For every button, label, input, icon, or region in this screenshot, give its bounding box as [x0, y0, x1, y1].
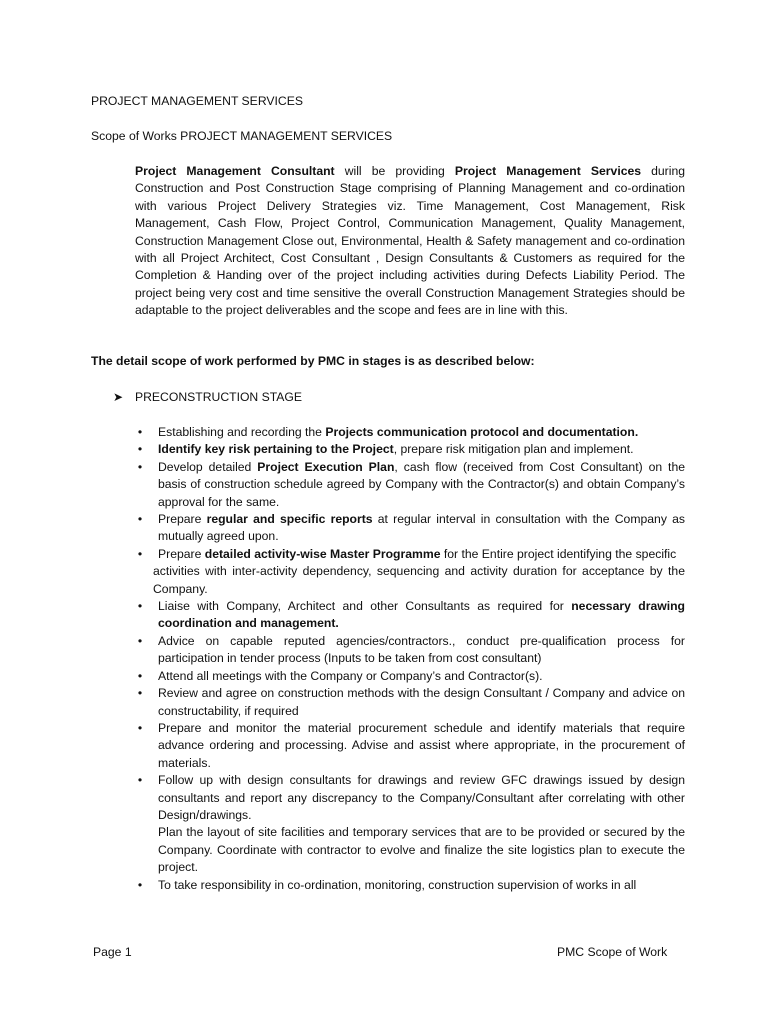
item-text: , prepare risk mitigation plan and implement.: [393, 442, 634, 457]
stage-heading: [113, 389, 302, 406]
list-item: [137, 511, 685, 546]
detail-heading: The detail scope of work performed by PMC in stages is as described below:: [91, 354, 535, 368]
item-text: Establishing and recording the: [158, 425, 326, 439]
item-bold: necessary drawing coordination and management.: [158, 599, 685, 631]
list-item: [137, 877, 685, 894]
item-text: To take responsibility in co-ordination, monitoring, construction supervision of works in all: [158, 877, 637, 892]
list-item: [137, 424, 685, 441]
bullet-icon: •: [137, 599, 143, 614]
stage-heading-label: PRECONSTRUCTION STAGE: [135, 390, 303, 404]
intro-text-1: will be providing: [334, 164, 455, 178]
item-text: , cash flow (received from Cost Consultant) on the basis of construction schedule agreed by Company with the Contractor(s) and obtain Company’s approval for the same.: [158, 459, 685, 509]
item-text: Advice on capable reputed agencies/contractors., conduct pre-qualification process for participation in tender process (Inputs to be taken from cost consultant): [158, 633, 685, 666]
intro-text-2: during Construction and Post Construction Stage comprising of Planning Management and co-ordination with various Project Delivery Strategies viz. Time Management, Cost Management, Risk Management, Cash Flow, Project Control, Communication Management, Quality Management, Construction Management Close out, Environmental, Health & Safety management and co-ordination with all Project Architect, Cost Consultant , Design Consultants & Customers as required for the Completion & Handing over of the project including activities during Defects Liability Period. The project being very cost and time sensitive the overall Construction Management Strategies should be adaptable to the project deliverables and the scope and fees are in line with this.: [135, 164, 686, 318]
bullet-icon: •: [137, 442, 143, 457]
document-title: PROJECT MANAGEMENT SERVICES: [91, 94, 303, 108]
item-text: Prepare and monitor the material procurement schedule and identify materials that require advance ordering and processing. Advise and assist where appropriate, in the procurement of materials.: [158, 720, 685, 770]
item-text: for the Entire project identifying the specific: [440, 546, 677, 561]
bullet-icon: •: [137, 686, 143, 701]
arrow-bullet-icon: ➤: [113, 390, 124, 404]
item-bold: regular and specific reports: [206, 512, 373, 527]
list-item: [137, 459, 685, 511]
item-text: Review and agree on construction methods with the design Consultant / Company and advice on constructability, if required: [158, 686, 685, 718]
footer-doc-title: PMC Scope of Work: [557, 945, 668, 959]
bullet-icon: •: [137, 720, 143, 735]
list-item: [137, 441, 685, 458]
item-text: Develop detailed: [158, 459, 258, 474]
item-bold: Project Execution Plan: [257, 459, 395, 474]
bullet-icon: •: [137, 773, 143, 788]
bullet-icon: •: [137, 512, 143, 527]
intro-bold-2: Project Management Services: [454, 164, 642, 178]
intro-bold-1: Project Management Consultant: [135, 164, 335, 178]
bullet-icon: •: [137, 668, 143, 683]
bullet-icon: •: [137, 459, 143, 474]
list-item: [137, 598, 685, 633]
document-subtitle: Scope of Works PROJECT MANAGEMENT SERVICES: [91, 129, 393, 143]
list-item: [137, 720, 685, 772]
item-text: Attend all meetings with the Company or Company’s and Contractor(s).: [158, 668, 543, 683]
list-item: [137, 633, 685, 668]
list-item: [137, 685, 685, 720]
bullet-icon: •: [137, 633, 143, 648]
list-item-continuation: Plan the layout of site facilities and temporary services that are to be provided or secured by the Company. Coordinate with contractor to evolve and finalize the site logistics plan to execute the project.: [158, 825, 685, 875]
list-item-continuation: activities with inter-activity dependency, sequencing and activity duration for acceptance by the Company.: [153, 564, 685, 596]
item-bold: Projects communication protocol and documentation.: [325, 425, 639, 439]
bullet-list: [137, 424, 685, 894]
item-text: Prepare: [158, 546, 205, 561]
bullet-icon: •: [137, 877, 143, 892]
item-text: at regular interval in consultation with the Company as mutually agreed upon.: [158, 512, 685, 544]
item-text: Liaise with Company, Architect and other Consultants as required for: [158, 599, 572, 614]
intro-paragraph: [135, 163, 685, 320]
list-item: [137, 546, 685, 563]
footer-page-number: Page 1: [93, 945, 132, 959]
item-bold: Identify key risk pertaining to the Project: [158, 442, 394, 457]
item-text: Follow up with design consultants for drawings and review GFC drawings issued by design consultants and report any discrepancy to the Company/Consultant after correlating with other Design/drawings.: [158, 773, 685, 822]
list-item: [137, 668, 685, 685]
item-text: Prepare: [158, 512, 207, 527]
list-item: [137, 772, 685, 824]
bullet-icon: •: [137, 546, 143, 561]
item-bold: detailed activity-wise Master Programme: [204, 546, 441, 561]
bullet-icon: •: [137, 425, 143, 439]
